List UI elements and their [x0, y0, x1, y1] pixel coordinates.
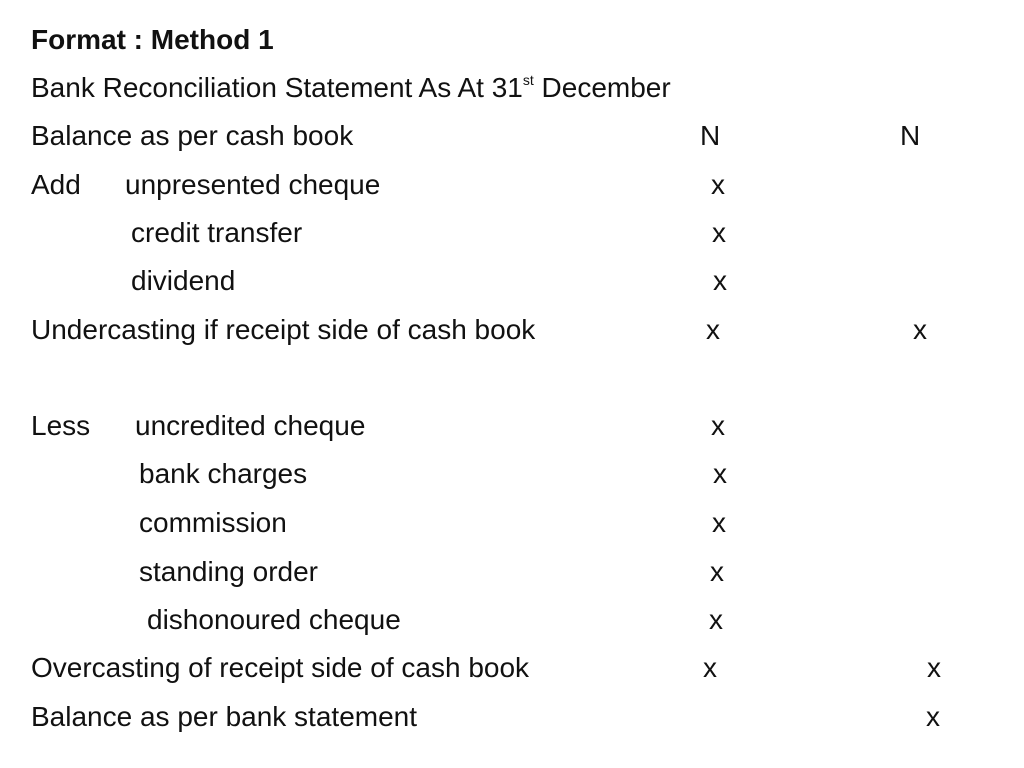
column-1-value: x: [706, 314, 720, 345]
line-label: Balance as per cash book: [31, 120, 354, 151]
line-dishonoured-cheque: [0, 602, 1024, 646]
column-2-value: x: [913, 314, 927, 345]
column-1-value: x: [710, 556, 724, 587]
line-label: credit transfer: [131, 217, 303, 248]
line-label: dividend: [131, 265, 236, 296]
column-1-header: N: [700, 120, 721, 151]
line-label: dishonoured cheque: [147, 604, 401, 635]
statement-title-prefix: Bank Reconciliation Statement As At 31: [31, 72, 523, 103]
statement-title: [31, 70, 671, 106]
line-unpresented-cheque: [0, 167, 1024, 211]
column-1-value: x: [713, 265, 727, 296]
line-label: standing order: [139, 556, 319, 587]
column-1-value: x: [703, 652, 717, 683]
add-label: Add: [31, 169, 81, 200]
line-bank-charges: [0, 456, 1024, 500]
column-1-value: x: [713, 458, 727, 489]
column-2-value: x: [926, 701, 940, 732]
statement-title-row: [0, 70, 1024, 114]
column-1-value: x: [709, 604, 723, 635]
line-standing-order: [0, 554, 1024, 598]
line-label: uncredited cheque: [135, 410, 366, 441]
line-balance-cash-book: [0, 118, 1024, 162]
line-label: unpresented cheque: [125, 169, 381, 200]
statement-title-suffix: December: [533, 72, 671, 103]
line-dividend: [0, 263, 1024, 307]
line-label: commission: [139, 507, 287, 538]
line-undercasting: [0, 312, 1024, 356]
column-1-value: x: [711, 410, 725, 441]
statement-title-superscript: st: [522, 71, 534, 88]
line-label: Undercasting if receipt side of cash book: [31, 314, 536, 345]
format-heading-row: [0, 22, 1024, 66]
column-1-value: x: [711, 169, 725, 200]
line-label: Balance as per bank statement: [31, 701, 418, 732]
line-label: bank charges: [139, 458, 308, 489]
column-2-header: N: [900, 120, 921, 151]
line-label: Overcasting of receipt side of cash book: [31, 652, 530, 683]
column-1-value: x: [712, 217, 726, 248]
column-2-value: x: [927, 652, 941, 683]
less-label: Less: [31, 410, 91, 441]
line-commission: [0, 505, 1024, 549]
line-overcasting: [0, 650, 1024, 694]
line-uncredited-cheque: [0, 408, 1024, 452]
line-credit-transfer: [0, 215, 1024, 259]
column-1-value: x: [712, 507, 726, 538]
format-heading: Format : Method 1: [31, 24, 274, 55]
line-balance-bank-statement: [0, 699, 1024, 743]
